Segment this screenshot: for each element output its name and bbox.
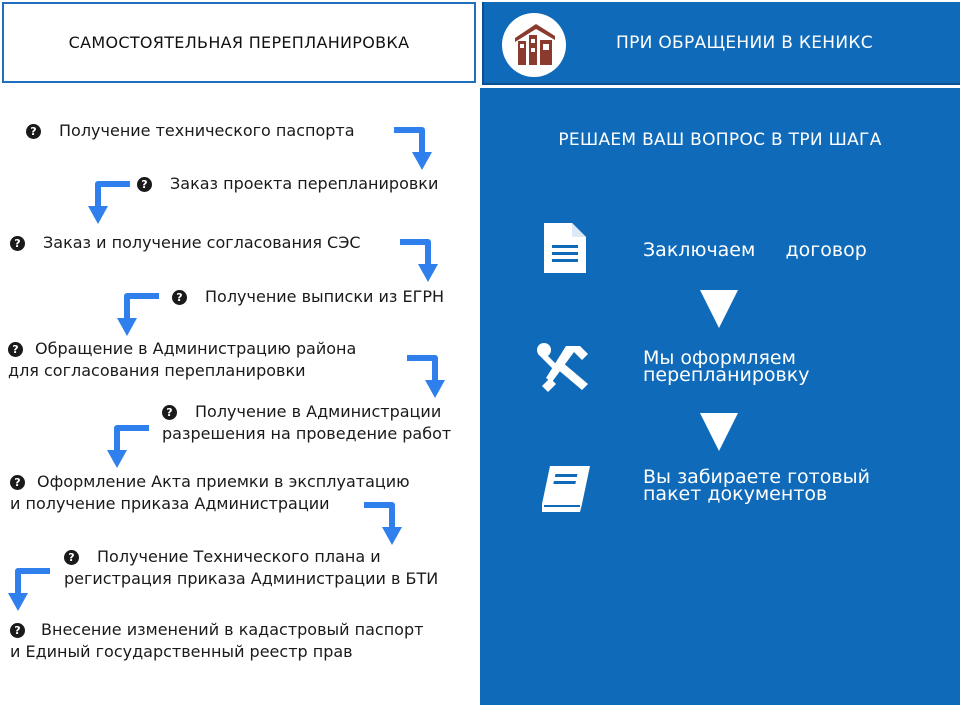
diy-step-6: ? Получение в Администрации разрешения на проведение работ: [162, 402, 452, 443]
diy-step-9: ? Внесение изменений в кадастровый паспорт и Единый государственный реестр прав: [10, 620, 424, 661]
kenix-panel-title: РЕШАЕМ ВАШ ВОПРОС В ТРИ ШАГА: [558, 130, 882, 150]
kenix-header: [482, 2, 960, 85]
question-icon: ?: [10, 475, 25, 490]
down-left-arrow-icon: [103, 420, 155, 472]
document-icon: [542, 221, 588, 275]
diy-step-7: ? Оформление Акта приемки в эксплуатацию и получение приказа Администрации: [10, 472, 410, 513]
diy-step-3: ? Заказ и получение согласования СЭС: [10, 232, 361, 254]
question-icon: ?: [26, 124, 41, 139]
diy-step-5: ? Обращение в Администрацию района для согласования перепланировки: [8, 339, 357, 380]
question-icon: ?: [162, 405, 177, 420]
down-right-arrow-icon: [396, 234, 448, 286]
down-left-arrow-icon: [84, 176, 136, 228]
diy-step-4: ? Получение выписки из ЕГРН: [172, 286, 444, 308]
diy-header: [2, 2, 476, 83]
diy-header-title: САМОСТОЯТЕЛЬНАЯ ПЕРЕПЛАНИРОВКА: [68, 33, 410, 52]
kenix-header-title: ПРИ ОБРАЩЕНИИ В КЕНИКС: [616, 32, 873, 53]
down-left-arrow-icon: [4, 563, 56, 615]
question-icon: ?: [64, 550, 79, 565]
down-left-arrow-icon: [113, 288, 165, 340]
question-icon: ?: [10, 623, 25, 638]
book-icon: [540, 462, 594, 516]
house-logo-icon: [502, 13, 566, 77]
kenix-panel: [480, 88, 960, 705]
tools-icon: [536, 342, 594, 394]
diy-step-2: ? Заказ проекта перепланировки: [137, 173, 438, 195]
kenix-step-1: Заключаем договор: [643, 239, 867, 261]
question-icon: ?: [137, 177, 152, 192]
diy-step-1: ? Получение технического паспорта: [26, 120, 355, 142]
question-icon: ?: [10, 236, 25, 251]
question-icon: ?: [8, 342, 23, 357]
diy-step-8: ? Получение Технического плана и регистрация приказа Администрации в БТИ: [64, 547, 439, 588]
down-triangle-icon: [698, 411, 740, 453]
down-triangle-icon: [698, 288, 740, 330]
kenix-step-3: Вы забираете готовый пакет документов: [643, 466, 870, 505]
down-right-arrow-icon: [360, 497, 412, 549]
down-right-arrow-icon: [390, 122, 442, 174]
kenix-step-2: Мы оформляем перепланировку: [643, 347, 810, 386]
question-icon: ?: [172, 290, 187, 305]
down-right-arrow-icon: [403, 350, 455, 402]
